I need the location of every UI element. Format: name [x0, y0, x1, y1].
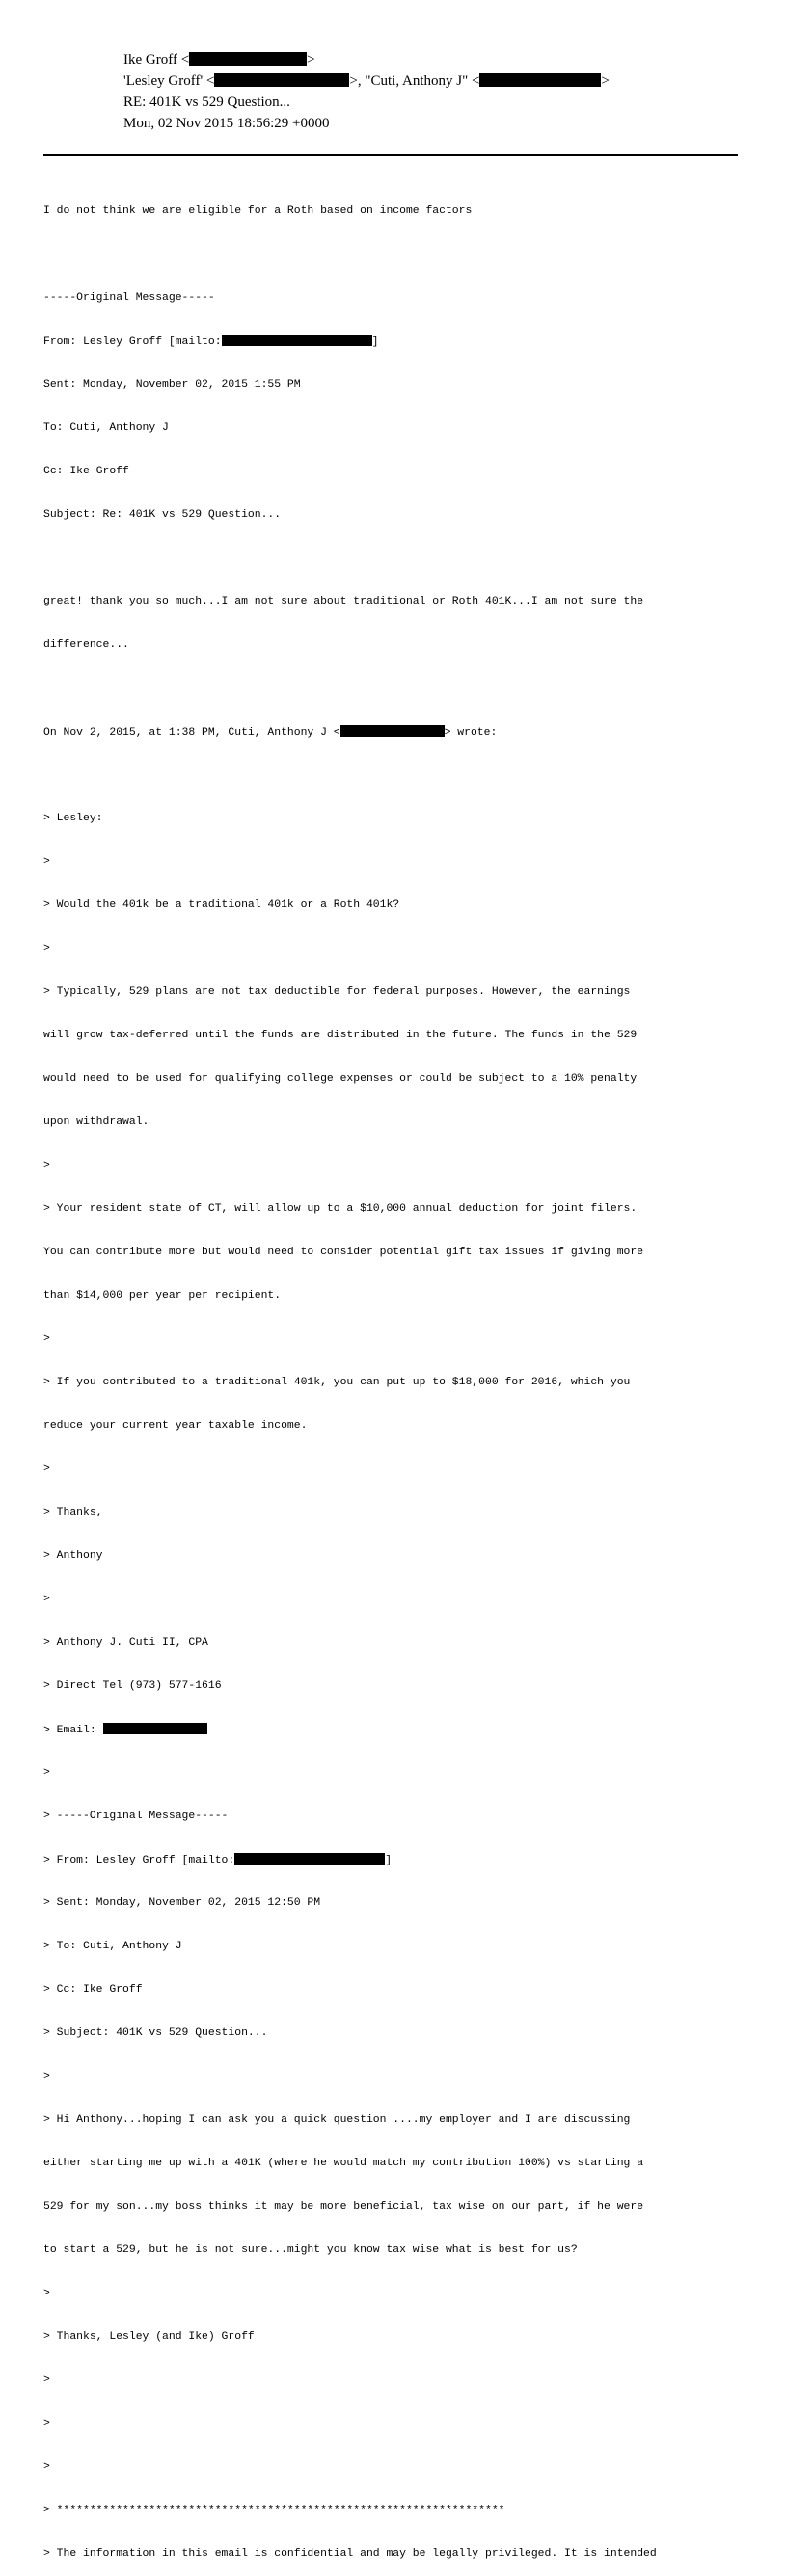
original-to: To: Cuti, Anthony J: [43, 422, 169, 434]
quoted-line: > To: Cuti, Anthony J: [43, 1941, 182, 1952]
quoted-from-line: [43, 1853, 757, 1867]
redacted-email: [222, 335, 372, 346]
quoted-line: > The information in this email is confidential and may be legally privileged. It is intended: [43, 2548, 657, 2560]
quoted-line: than $14,000 per year per recipient.: [43, 1290, 282, 1301]
quoted-line: > Lesley:: [43, 813, 103, 824]
quoted-line: >: [43, 2461, 50, 2473]
quoted-line: >: [43, 2375, 50, 2386]
original-message-separator: -----Original Message-----: [43, 292, 215, 304]
wrote-line: [43, 725, 757, 739]
original-from: [43, 335, 757, 349]
quoted-line: > Subject: 401K vs 529 Question...: [43, 2027, 268, 2039]
quoted-email-line: [43, 1723, 757, 1737]
to-recipient-2: >, "Cuti, Anthony J" <: [349, 73, 480, 89]
quoted-line: >: [43, 1594, 50, 1605]
to-close: >: [601, 73, 610, 89]
original-from-text: From: Lesley Groff [mailto:: [43, 336, 222, 348]
quoted-line: >: [43, 2071, 50, 2082]
email-body: [43, 175, 757, 2576]
redacted-email: [234, 1853, 385, 1865]
quoted-line: either starting me up with a 401K (where he would match my contribution 100%) vs starting a: [43, 2158, 644, 2169]
from-close: >: [307, 52, 315, 67]
quoted-line: > Anthony J. Cuti II, CPA: [43, 1637, 208, 1649]
quoted-line: > Typically, 529 plans are not tax deductible for federal purposes. However, the earnings: [43, 986, 631, 998]
date-value: Mon, 02 Nov 2015 18:56:29 +0000: [123, 116, 330, 131]
quoted-line: > If you contributed to a traditional 401k, you can put up to $18,000 for 2016, which you: [43, 1377, 631, 1388]
quoted-line: > -----Original Message-----: [43, 1811, 229, 1822]
original-from-close: ]: [371, 336, 379, 348]
body-line: difference...: [43, 639, 129, 651]
quoted-line: will grow tax-deferred until the funds are distributed in the future. The funds in the 529: [43, 1030, 638, 1041]
quoted-line: > Thanks,: [43, 1507, 103, 1518]
quoted-line: > Would the 401k be a traditional 401k or a Roth 401k?: [43, 899, 400, 911]
quoted-line: 529 for my son...my boss thinks it may be more beneficial, tax wise on our part, if he were: [43, 2201, 644, 2213]
quoted-line: > Cc: Ike Groff: [43, 1984, 143, 1996]
quoted-line: >: [43, 1160, 50, 1171]
body-line: I do not think we are eligible for a Roth based on income factors: [43, 205, 473, 217]
quoted-line: > Direct Tel (973) 577-1616: [43, 1680, 222, 1692]
header-divider: [43, 154, 738, 156]
quoted-line: upon withdrawal.: [43, 1116, 149, 1128]
quoted-line: > Thanks, Lesley (and Ike) Groff: [43, 2331, 255, 2343]
quoted-line: >: [43, 2288, 50, 2299]
redacted-email: [189, 52, 307, 66]
from-name: Ike Groff <: [123, 52, 190, 67]
quoted-line: > ********************************************************************: [43, 2505, 505, 2516]
quoted-line: to start a 529, but he is not sure...might you know tax wise what is best for us?: [43, 2244, 578, 2256]
redacted-email: [479, 73, 601, 87]
redacted-email: [340, 725, 445, 737]
to-value: [123, 71, 610, 91]
quoted-line: You can contribute more but would need to consider potential gift tax issues if giving more: [43, 1247, 644, 1258]
quoted-email-label: > Email:: [43, 1725, 103, 1736]
quoted-line: >: [43, 1767, 50, 1779]
quoted-line: >: [43, 943, 50, 954]
wrote-close: > wrote:: [444, 727, 498, 738]
wrote-text: On Nov 2, 2015, at 1:38 PM, Cuti, Anthony J <: [43, 727, 340, 738]
quoted-line: > Hi Anthony...hoping I can ask you a quick question ....my employer and I are discussing: [43, 2114, 631, 2126]
quoted-line: > Sent: Monday, November 02, 2015 12:50 PM: [43, 1897, 321, 1909]
original-cc: Cc: Ike Groff: [43, 466, 129, 477]
original-sent: Sent: Monday, November 02, 2015 1:55 PM: [43, 379, 301, 390]
body-line: great! thank you so much...I am not sure about traditional or Roth 401K...I am not sure the: [43, 596, 644, 607]
quoted-line: reduce your current year taxable income.: [43, 1420, 308, 1432]
to-recipient-1: 'Lesley Groff' <: [123, 73, 215, 89]
original-subject: Subject: Re: 401K vs 529 Question...: [43, 509, 282, 521]
subject-value: RE: 401K vs 529 Question...: [123, 94, 290, 110]
quoted-line: >: [43, 1463, 50, 1475]
from-value: [123, 50, 315, 69]
quoted-line: >: [43, 1333, 50, 1345]
quoted-line: would need to be used for qualifying college expenses or could be subject to a 10% penalty: [43, 1073, 638, 1085]
redacted-email: [103, 1723, 207, 1734]
quoted-line: > Your resident state of CT, will allow up to a $10,000 annual deduction for joint filers.: [43, 1203, 638, 1215]
quoted-line: > Anthony: [43, 1550, 103, 1562]
redacted-email: [214, 73, 349, 87]
quoted-line: >: [43, 2418, 50, 2429]
quoted-from-close: ]: [385, 1855, 393, 1866]
quoted-line: >: [43, 856, 50, 868]
quoted-from-text: > From: Lesley Groff [mailto:: [43, 1855, 235, 1866]
